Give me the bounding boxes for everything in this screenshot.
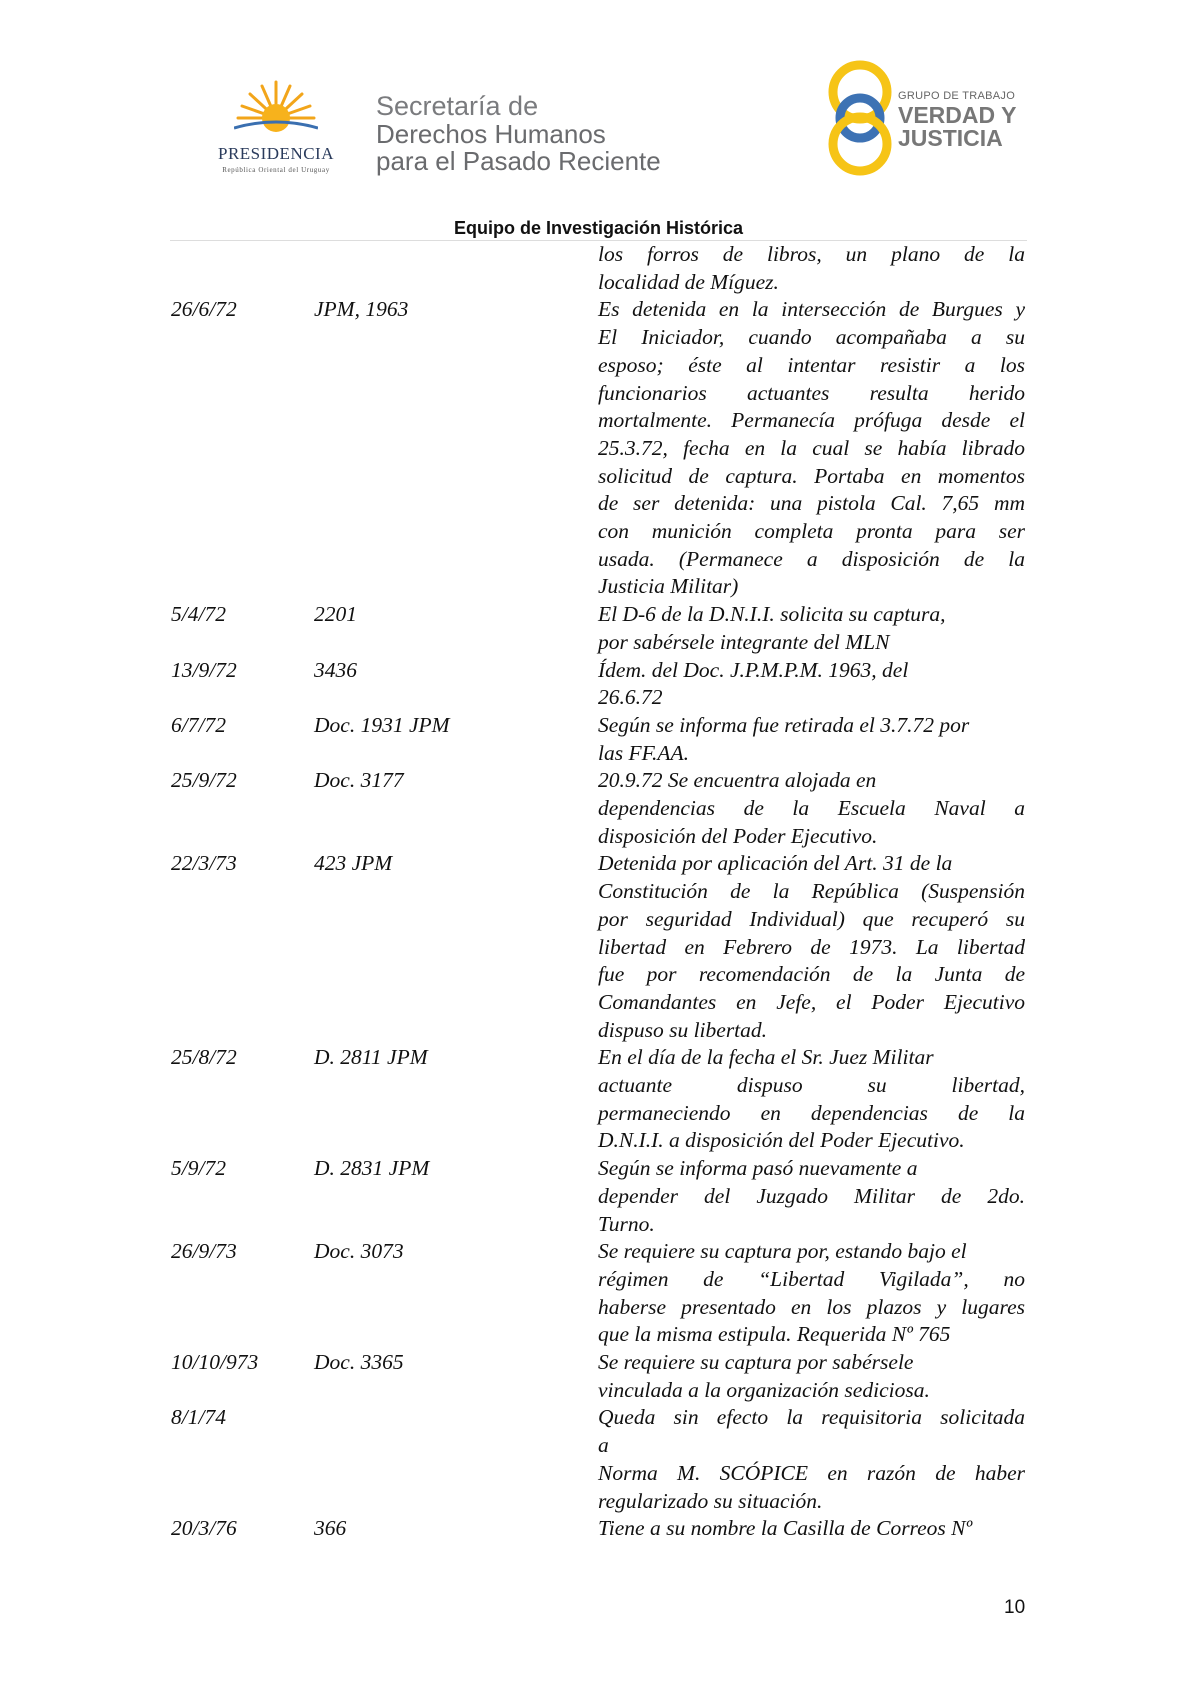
description-line: Queda sin efecto la requisitoria solicitada [598, 1405, 1025, 1430]
record-description [598, 1238, 1025, 1349]
description-line: Constitución de la República (Suspensión [598, 879, 1025, 904]
description-line: Se requiere su captura por sabérsele [598, 1350, 914, 1374]
description-line: libertad en Febrero de 1973. La libertad [598, 934, 1025, 959]
record-date: 8/1/74 [171, 1405, 226, 1430]
description-line: 26.6.72 [598, 685, 663, 710]
description-line: de ser detenida: una pistola Cal. 7,65 mm [598, 491, 1025, 516]
record-document: JPM, 1963 [314, 297, 409, 322]
description-line: usada. (Permanece a disposición de la [598, 546, 1025, 571]
description-line: Justicia Militar) [598, 574, 739, 599]
description-line: fue por recomendación de la Junta de [598, 962, 1025, 987]
description-line: por sabérsele integrante del MLN [598, 629, 890, 654]
description-line: Es detenida en la intersección de Burgues y [598, 297, 1025, 322]
record-description [598, 712, 1025, 767]
sun-emblem-icon [234, 78, 318, 142]
description-line: El D-6 de la D.N.I.I. solicita su captura, [598, 602, 946, 627]
secretaria-line2: Derechos Humanos [376, 119, 606, 149]
description-line: régimen de “Libertad Vigilada”, no [598, 1266, 1025, 1291]
presidencia-name: PRESIDENCIA [217, 144, 334, 163]
record-document: Doc. 3365 [314, 1350, 404, 1374]
linked-rings-icon [822, 56, 898, 180]
description-line: Turno. [598, 1211, 655, 1236]
presidencia-subtitle: República Oriental del Uruguay [222, 166, 330, 174]
description-line: Se requiere su captura por, estando bajo el [598, 1239, 967, 1264]
record-date: 25/8/72 [171, 1045, 237, 1070]
description-line: funcionarios actuantes resulta herido [598, 380, 1025, 405]
record-date: 25/9/72 [171, 768, 237, 793]
secretaria-title [376, 92, 661, 175]
description-line: Comandantes en Jefe, el Poder Ejecutivo [598, 989, 1025, 1014]
record-document: Doc. 3073 [314, 1239, 404, 1264]
description-line: por seguridad Individual) que recuperó su [598, 906, 1025, 931]
record-document: Doc. 3177 [314, 768, 404, 793]
description-line: 20.9.72 Se encuentra alojada en [598, 768, 877, 793]
record-description [598, 601, 1025, 656]
description-line: mortalmente. Permanecía prófuga desde el [598, 408, 1025, 433]
record-description [598, 1515, 1025, 1543]
description-line: vinculada a la organización sediciosa. [598, 1377, 930, 1402]
verdad-justicia-logo [822, 56, 1022, 186]
team-label: Equipo de Investigación Histórica [453, 218, 744, 238]
description-line: D.N.I.I. a disposición del Poder Ejecutivo. [598, 1128, 965, 1153]
description-line: Ídem. del Doc. J.P.M.P.M. 1963, del [598, 657, 909, 682]
record-date: 13/9/72 [171, 657, 237, 682]
description-line: a [598, 1433, 609, 1458]
description-line: disposición del Poder Ejecutivo. [598, 823, 878, 848]
description-line: con munición completa pronta para ser [598, 519, 1025, 544]
record-document: D. 2831 JPM [314, 1156, 430, 1181]
description-line: que la misma estipula. Requerida Nº 765 [598, 1322, 951, 1347]
grupo-title-line2: JUSTICIA [898, 125, 1003, 151]
record-date: 5/9/72 [171, 1156, 226, 1181]
record-description [598, 657, 1025, 712]
description-line: actuante dispuso su libertad, [598, 1073, 1025, 1097]
description-line: regularizado su situación. [598, 1488, 823, 1513]
record-description [598, 850, 1025, 1044]
page-number: 10 [1004, 1597, 1026, 1618]
secretaria-line3: para el Pasado Reciente [376, 146, 661, 176]
description-line: las FF.AA. [598, 740, 689, 765]
description-line: depender del Juzgado Militar de 2do. [598, 1183, 1025, 1208]
record-date: 5/4/72 [171, 602, 226, 627]
record-description [598, 1044, 1025, 1155]
description-line: Según se informa fue retirada el 3.7.72 por [598, 712, 970, 737]
record-description [598, 1404, 1025, 1515]
description-line: El Iniciador, cuando acompañaba a su [598, 325, 1025, 350]
description-line: En el día de la fecha el Sr. Juez Militar [598, 1045, 934, 1070]
page-header [0, 0, 1191, 238]
description-line: localidad de Míguez. [598, 269, 779, 294]
record-description [598, 241, 1025, 296]
description-line: haberse presentado en los plazos y lugares [598, 1294, 1025, 1319]
record-document: 2201 [314, 602, 357, 627]
grupo-title-line1: VERDAD Y [898, 102, 1017, 128]
record-document: D. 2811 JPM [314, 1045, 428, 1070]
description-line: dispuso su libertad. [598, 1017, 768, 1042]
secretaria-line1: Secretaría de [376, 91, 539, 121]
record-date: 10/10/973 [171, 1350, 259, 1374]
record-description [598, 1155, 1025, 1238]
description-line: permaneciendo en dependencias de la [598, 1100, 1025, 1125]
description-line: esposo; éste al intentar resistir a los [598, 352, 1025, 377]
description-line: 25.3.72, fecha en la cual se había librado [598, 435, 1025, 460]
record-document: 3436 [314, 657, 357, 682]
presidencia-logo [196, 78, 356, 178]
description-line: los forros de libros, un plano de la [598, 242, 1025, 266]
record-date: 22/3/73 [171, 851, 237, 876]
description-line: Tiene a su nombre la Casilla de Correos Nº [598, 1516, 973, 1541]
description-line: Detenida por aplicación del Art. 31 de la [598, 851, 953, 876]
record-date: 20/3/76 [171, 1516, 237, 1541]
record-document: 423 JPM [314, 851, 393, 876]
record-description [598, 767, 1025, 850]
description-line: Norma M. SCÓPICE en razón de haber [598, 1460, 1025, 1485]
record-document: 366 [314, 1516, 347, 1541]
record-date: 26/6/72 [171, 297, 237, 322]
record-document: Doc. 1931 JPM [314, 712, 450, 737]
record-description [598, 296, 1025, 601]
grupo-label: GRUPO DE TRABAJO [898, 90, 1016, 102]
record-date: 26/9/73 [171, 1239, 237, 1264]
description-line: dependencias de la Escuela Naval a [598, 796, 1025, 820]
description-line: Según se informa pasó nuevamente a [598, 1156, 918, 1181]
description-line: solicitud de captura. Portaba en momentos [598, 463, 1025, 488]
record-date: 6/7/72 [171, 712, 226, 737]
record-description [598, 1349, 1025, 1404]
